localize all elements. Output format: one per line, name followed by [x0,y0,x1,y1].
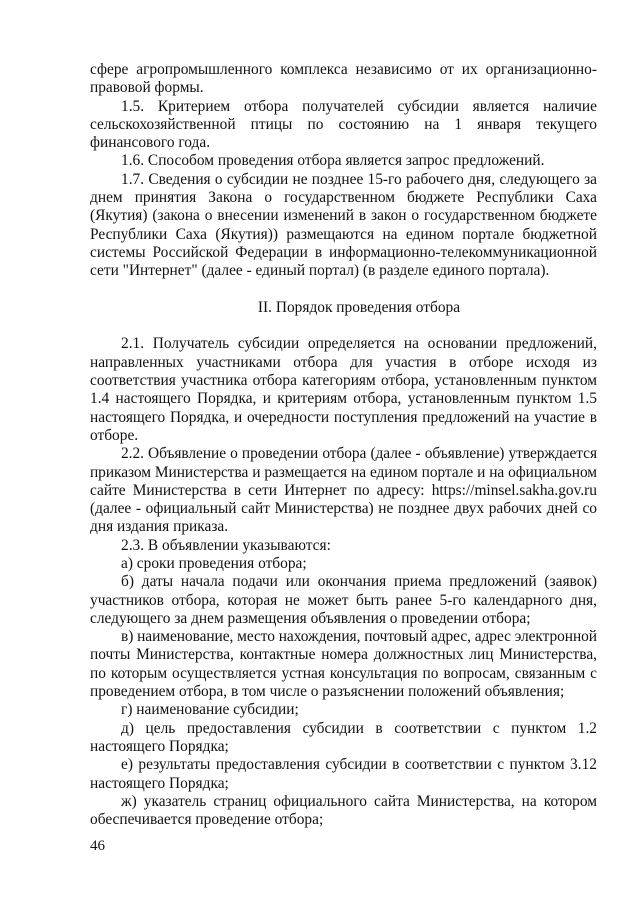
list-item-zh [90,793,597,830]
clause-1-6 [90,152,597,170]
list-item-d [90,720,597,757]
text-line: 1.7. Сведения о субсидии не позднее 15-го рабочего дня, следующего за [121,170,597,188]
text-line: (Якутия) (закона о внесении изменений в закон о государственном бюджете [90,207,597,225]
section-heading: II. Порядок проведения отбора [257,298,461,316]
text-line: отборе. [90,426,139,444]
text-line: днем принятия Закона о государственном бюджете Республики Саха [90,189,597,207]
document-body [90,61,597,829]
text-line: сети "Интернет" (далее - единый портал) (в разделе единого портала). [90,262,550,280]
text-line: е) результаты предоставления субсидии в соответствии с пунктом 3.12 [121,756,597,774]
text-line: в) наименование, место нахождения, почтовый адрес, адрес электронной [121,628,597,646]
text-line: финансового года. [90,134,211,152]
text-line: сайте Министерства в сети Интернет по адресу: https://minsel.sakha.gov.ru [90,481,597,499]
paragraph-continuation [90,61,597,98]
clause-2-3 [90,537,597,555]
list-item-e [90,756,597,793]
text-line: правовой формы. [90,79,204,97]
list-item-g [90,701,597,719]
list-item-v [90,628,597,701]
text-line: проведением отбора, в том числе о разъяснении положений объявления; [90,683,565,701]
text-line: настоящего Порядка; [90,774,229,792]
text-line: 2.2. Объявление о проведении отбора (далее - объявление) утверждается [121,445,597,463]
text-line: направленных участниками отбора для участия в отборе исходя из [90,353,597,371]
clause-1-5 [90,98,597,153]
text-line: сельскохозяйственной птицы по состоянию на 1 января текущего [90,115,597,133]
text-line: а) сроки проведения отбора; [121,554,307,572]
text-line: г) наименование субсидии; [121,701,299,719]
text-line: 2.3. В объявлении указываются: [121,536,331,554]
text-line: участников отбора, которая не может быть ранее 5-го календарного дня, [90,591,597,609]
clause-2-1 [90,335,597,445]
clause-1-7 [90,171,597,281]
text-line: почты Министерства, контактные номера должностных лиц Министерства, [90,646,597,664]
list-item-a [90,555,597,573]
text-line: 1.4 настоящего Порядка, и критериям отбора, установленным пунктом 1.5 [90,390,597,408]
text-line: приказом Министерства и размещается на едином портале и на официальном [90,463,597,481]
text-line: ж) указатель страниц официального сайта Министерства, на котором [121,792,597,810]
text-line: д) цель предоставления субсидии в соответствии с пунктом 1.2 [121,719,597,737]
text-line: 1.6. Способом проведения отбора является запрос предложений. [121,152,545,170]
text-line: по которым осуществляется устная консультация по вопросам, связанным с [90,664,597,682]
text-line: обеспечивается проведение отбора; [90,811,324,829]
text-line: 1.5. Критерием отбора получателей субсидии является наличие [121,97,597,115]
text-line: 2.1. Получатель субсидии определяется на основании предложений, [121,335,597,353]
text-line: сфере агропромышленного комплекса независимо от их организационно- [90,61,597,78]
text-line: следующего за днем размещения объявления о проведении отбора; [90,609,531,627]
text-line: (далее - официальный сайт Министерства) не позднее двух рабочих дней со [90,500,597,518]
text-line: б) даты начала подачи или окончания приема предложений (заявок) [121,573,597,591]
text-line: соответствия участника отбора категориям отбора, установленным пунктом [90,372,597,390]
page-number: 46 [90,838,105,854]
text-line: Республики Саха (Якутия)) размещаются на едином портале бюджетной [90,225,597,243]
text-line: системы Российской Федерации в информационно-телекоммуникационной [90,243,597,261]
clause-2-2 [90,445,597,536]
list-item-b [90,573,597,628]
text-line: дня издания приказа. [90,518,229,536]
text-line: настоящего Порядка; [90,737,229,755]
text-line: настоящего Порядка, и очередности поступления предложений на участие в [90,408,597,426]
